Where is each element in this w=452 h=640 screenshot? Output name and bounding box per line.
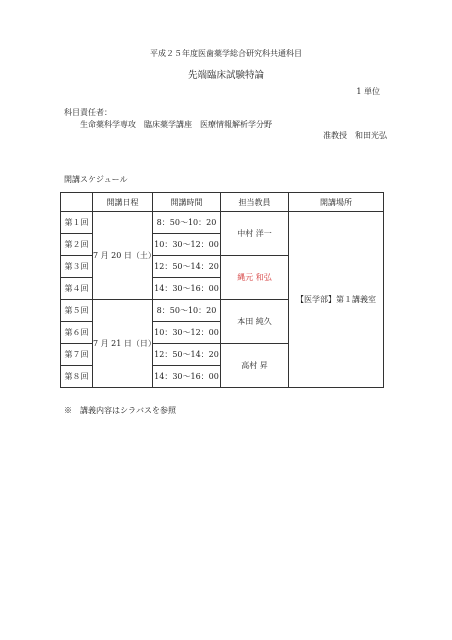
- responsible-department: 生命薬科学専攻 臨床薬学講座 医療情報解析学分野: [80, 120, 272, 129]
- session-cell: 第８回: [61, 366, 93, 388]
- session-cell: 第７回: [61, 344, 93, 366]
- instructor-cell: 高村 昇: [221, 344, 289, 388]
- header-cell-location: 開講場所: [289, 193, 384, 212]
- session-cell: 第４回: [61, 278, 93, 300]
- instructor-cell-highlighted: 縄元 和弘: [221, 256, 289, 300]
- responsible-label: 科目責任者：: [64, 108, 112, 117]
- time-cell: 14：30～16：00: [153, 278, 221, 300]
- table-header-row: [61, 193, 384, 212]
- table-row: [61, 212, 384, 234]
- time-cell: 14：30～16：00: [153, 366, 221, 388]
- session-cell: 第３回: [61, 256, 93, 278]
- session-cell: 第１回: [61, 212, 93, 234]
- time-cell: 10：30～12：00: [153, 322, 221, 344]
- time-cell: 8：50～10：20: [153, 300, 221, 322]
- session-cell: 第５回: [61, 300, 93, 322]
- time-cell: 12：50～14：20: [153, 256, 221, 278]
- time-cell: 10：30～12：00: [153, 234, 221, 256]
- instructor-cell: 中村 洋一: [221, 212, 289, 256]
- instructor-cell: 本田 純久: [221, 300, 289, 344]
- schedule-label: 開講スケジュール: [64, 175, 128, 184]
- schedule-table: [60, 192, 384, 388]
- time-cell: 12：50～14：20: [153, 344, 221, 366]
- header-cell-date: 開講日程: [93, 193, 153, 212]
- session-cell: 第６回: [61, 322, 93, 344]
- date-cell: 7 月 20 日（土）: [93, 212, 153, 300]
- responsible-name: 准教授 和田光弘: [323, 131, 387, 140]
- program-header: 平成２５年度医歯薬学総合研究科共通科目: [150, 49, 302, 58]
- header-cell-time: 開講時間: [153, 193, 221, 212]
- location-cell: 【医学部】第１講義室: [289, 212, 384, 388]
- course-title: 先端臨床試験特論: [187, 70, 264, 81]
- header-cell-instructor: 担当教員: [221, 193, 289, 212]
- syllabus-note: ※ 講義内容はシラバスを参照: [64, 406, 176, 415]
- session-cell: 第２回: [61, 234, 93, 256]
- header-cell-blank: [61, 193, 93, 212]
- time-cell: 8：50～10：20: [153, 212, 221, 234]
- date-cell: 7 月 21 日（日）: [93, 300, 153, 388]
- course-units: 1 単位: [356, 87, 380, 96]
